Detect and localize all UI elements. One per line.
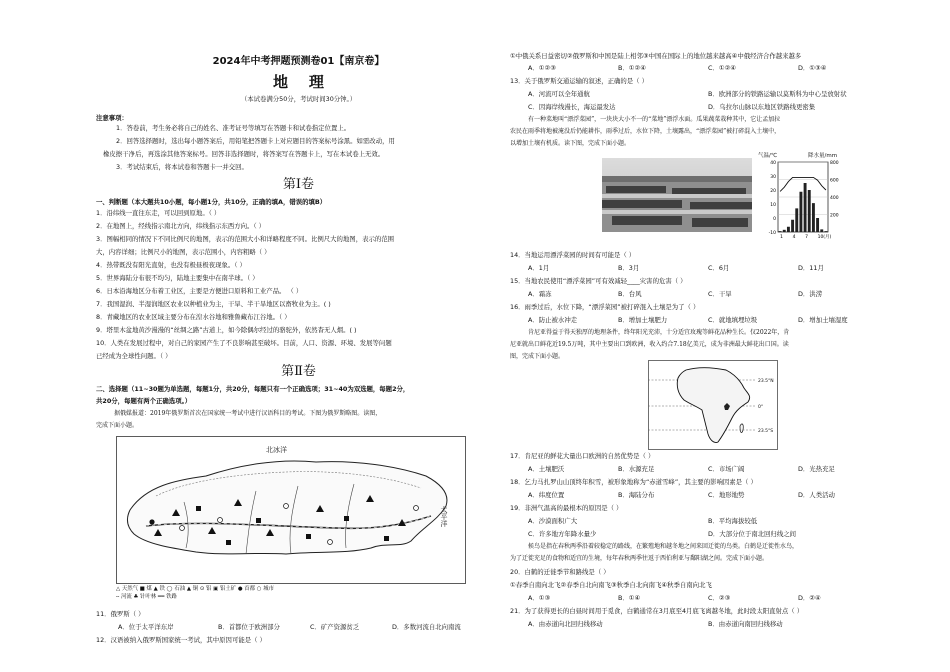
judge-question: 4．热带既没有阳光直射，也没有极昼极夜现象。（ ） bbox=[96, 261, 246, 269]
africa-map bbox=[648, 360, 778, 450]
option-b[interactable]: B．①②④ bbox=[618, 64, 646, 72]
option-a[interactable]: A．土壤肥沃 bbox=[528, 465, 565, 473]
month-tick-label: 1 bbox=[780, 235, 783, 240]
precip-tick-label: 600 bbox=[830, 178, 839, 184]
option-c[interactable]: C．②③ bbox=[708, 594, 731, 602]
option-a[interactable]: A．河流可以全年通航 bbox=[528, 90, 590, 98]
option-d[interactable]: D．①③④ bbox=[798, 64, 827, 72]
latitude-label: 23.5°N bbox=[758, 379, 774, 384]
precip-bar-month-8 bbox=[808, 190, 811, 232]
precip-tick-label: 800 bbox=[830, 161, 839, 166]
precip-bar-month-2 bbox=[783, 230, 786, 232]
russia-intro: 完成下面小题。 bbox=[96, 422, 139, 429]
option-b[interactable]: B．台风 bbox=[618, 290, 642, 298]
note-line: 橡皮擦干净后，再选涂其他答案标号。回答非选择题时，将答案写在答题卡上，写在本试卷上无效。 bbox=[103, 150, 385, 158]
option-c[interactable]: C．因海岸线漫长，海运最发达 bbox=[528, 103, 616, 111]
question-20-items: ①春季自南向北飞②春季自北向南飞③秋季自北向南飞④秋季自南向北飞 bbox=[510, 581, 712, 589]
question-20: 20．白鹤的迁徙季节和路线是（ ） bbox=[510, 568, 610, 576]
judge-question: 3．图幅相同的情况下不同比例尺的地图，表示的范围大小和详略程度不同。比例尺大的地图，表示的范围 bbox=[96, 235, 395, 243]
left-column bbox=[96, 0, 501, 672]
question-21: 21．为了获得更长的白昼时间用于觅食，白鹤通常在3月底至4月底飞离越冬地，此时段太阳直射点（ ） bbox=[510, 607, 804, 615]
precip-tick-label: 400 bbox=[830, 196, 839, 201]
option-b[interactable]: B．首都位于欧洲部分 bbox=[218, 623, 280, 631]
option-d[interactable]: D．增加土壤湿度 bbox=[798, 316, 848, 324]
question-14: 14．当地运用漂浮菜园的时间有可能是（ ） bbox=[510, 251, 636, 259]
month-tick-label: 7 bbox=[805, 235, 808, 240]
map-legend: ╌ 河流 ♣ 针叶林 ━━ 铁路 bbox=[116, 594, 177, 600]
option-d[interactable]: D．②④ bbox=[798, 594, 821, 602]
option-b[interactable]: B．水源充足 bbox=[618, 465, 655, 473]
temp-tick-label: 40 bbox=[770, 161, 776, 166]
option-b[interactable]: B．3月 bbox=[618, 264, 640, 272]
option-c[interactable]: C．①②④ bbox=[708, 64, 737, 72]
section2-heading: 共20分，每题有两个正确选项。） bbox=[96, 397, 192, 405]
option-d[interactable]: D．乌拉尔山脉以东地区铁路线更密集 bbox=[708, 103, 816, 111]
precip-bar-month-12 bbox=[824, 231, 827, 232]
part1-title: 第Ⅰ卷 bbox=[282, 177, 315, 192]
temp-axis-label: 气温/℃ bbox=[758, 153, 778, 159]
option-a[interactable]: A．①②③ bbox=[528, 64, 556, 72]
part2-title: 第Ⅱ卷 bbox=[281, 364, 316, 379]
precip-bar-month-4 bbox=[791, 220, 794, 232]
judge-question: 10．人类在发展过程中，对自己的家园产生了不良影响甚至破坏。目前，人口、资源、环境、发展等问题 bbox=[96, 339, 392, 347]
option-c[interactable]: C．地形地势 bbox=[708, 491, 745, 499]
precip-bar-month-1 bbox=[779, 231, 782, 232]
option-c[interactable]: C．市场广阔 bbox=[708, 465, 745, 473]
option-c[interactable]: C．就地填埋垃圾 bbox=[708, 316, 758, 324]
option-c[interactable]: C．许多地方年降水量少 bbox=[528, 530, 597, 538]
section1-heading: 一、判断题（本大题共10小题，每小题1分，共10分，正确的填A，错误的填B） bbox=[96, 198, 327, 206]
judge-question: 8．青藏地区的农业区域主要分布在湟水谷地和雅鲁藏布江谷地。（ ） bbox=[96, 313, 291, 321]
option-c[interactable]: C．干旱 bbox=[708, 290, 732, 298]
month-tick-label: 10(月) bbox=[817, 235, 832, 240]
subject-title: 地 理 bbox=[273, 73, 324, 91]
temp-tick-label: 0 bbox=[773, 217, 776, 222]
latitude-label: 23.5°S bbox=[758, 429, 774, 434]
month-tick-label: 4 bbox=[792, 235, 796, 240]
russia-intro: 据俄媒报道：2019年俄罗斯首次在国家统一考试中进行汉语科目的考试。下图为俄罗斯略图。读图， bbox=[114, 410, 382, 417]
precip-bar-month-6 bbox=[799, 192, 802, 232]
floating-garden-intro: 农民在雨季将地被淹没后仍能耕作，雨季过后，水位下降，土壤露出，“漂浮菜园”被打碎混入土壤中， bbox=[510, 128, 781, 135]
precip-axis-label: 降水量/mm bbox=[808, 153, 838, 159]
judge-question: 1．沿纬线一直往东走，可以回到原地。（ ） bbox=[96, 209, 221, 217]
judge-question: 9．塔里木盆地黄沙漫漫的“丝绸之路”古道上，如今除偶尔经过的骆驼外，依然杳无人烟。( ) bbox=[96, 326, 357, 334]
question-11: 11．俄罗斯（ ） bbox=[96, 610, 145, 618]
option-b[interactable]: B．欧洲部分的铁路运输以莫斯科为中心呈放射状 bbox=[708, 90, 847, 98]
crane-intro: 为了迁徙充足的食物和适宜的生境，每年春秋两季往返于西伯利亚与鄱阳湖之间。完成下面小题。 bbox=[510, 555, 769, 562]
option-d[interactable]: D．人类活动 bbox=[798, 491, 835, 499]
option-c[interactable]: C．矿产资源贫乏 bbox=[310, 623, 360, 631]
option-a[interactable]: A．位于太平洋东岸 bbox=[118, 623, 174, 631]
temp-tick-label: 20 bbox=[770, 189, 776, 194]
precip-bar-month-7 bbox=[804, 183, 807, 232]
temp-tick-label: -10 bbox=[768, 231, 776, 236]
question-16: 16．雨季过后，水位下降，“漂浮菜园”被打碎混入土壤是为了（ ） bbox=[510, 303, 700, 311]
option-b[interactable]: B．平均海拔较低 bbox=[708, 517, 758, 525]
floating-garden-intro: 以增加土壤有机质。读下图，完成下面小题。 bbox=[510, 140, 631, 147]
floating-garden-photo bbox=[602, 158, 752, 232]
option-d[interactable]: D．大部分位于南北回归线之间 bbox=[708, 530, 796, 538]
floating-garden-intro: 有一种菜地叫“漂浮菜园”，一块块大小不一的“菜地”漂浮水面。瓜果蔬菜栽种其中，它让孟加拉 bbox=[528, 116, 781, 123]
option-b[interactable]: B．由赤道向南回归线移动 bbox=[708, 620, 783, 628]
crane-intro: 候鸟是指在春秋两季沿着较稳定的路线，在繁殖地和越冬地之间来回迁徙的鸟类。白鹤是迁徙性水鸟， bbox=[528, 543, 799, 550]
judge-question: 6．日本沿海地区分布着工业区，主要是方便进口原料和工业产品。 （ ） bbox=[96, 287, 303, 295]
option-b[interactable]: B．增加土壤肥力 bbox=[618, 316, 668, 324]
note-line: 1．答卷前，考生务必将自己的姓名、准考证号等填写在答题卡和试卷指定位置上。 bbox=[116, 124, 351, 132]
judge-question: 2．在地图上，经线指示南北方向，纬线指示东西方向。（ ） bbox=[96, 222, 266, 230]
precip-bar-month-10 bbox=[816, 218, 819, 232]
right-column bbox=[510, 0, 915, 672]
notes-heading: 注意事项： bbox=[96, 114, 128, 122]
question-19: 19．非洲气温高的最根本的原因是（ ） bbox=[510, 504, 623, 512]
kenya-intro: 肯尼亚得益于得天独厚的地理条件，终年阳光充沛，十分适宜玫瑰等鲜花品种生长。仅2022年，肯 bbox=[528, 329, 790, 336]
judge-question: 已经成为全球性问题。（ ） bbox=[96, 352, 172, 360]
note-line: 2．回答选择题时，选出每小题答案后，用铅笔把答题卡上对应题目的答案标号涂黑。如需改动，用 bbox=[116, 137, 395, 145]
precip-tick-label: 200 bbox=[830, 213, 839, 219]
option-d[interactable]: D．11月 bbox=[798, 264, 824, 272]
option-d[interactable]: D．光热充足 bbox=[798, 465, 835, 473]
temp-tick-label: 30 bbox=[770, 175, 776, 180]
question-15: 15．当地农民使用“漂浮菜园”可有效减轻____灾害的危害（ ） bbox=[510, 277, 687, 285]
option-a[interactable]: A．①③ bbox=[528, 594, 551, 602]
option-d[interactable]: D．洪涝 bbox=[798, 290, 823, 298]
russia-map bbox=[116, 436, 466, 584]
section2-heading: 二、选择题（11~30题为单选题，每题1分，共20分，每题只有一个正确选项；31~40为双选题，每题2分， bbox=[96, 385, 410, 393]
option-a[interactable]: A．1月 bbox=[528, 264, 550, 272]
option-a[interactable]: A．防止被水冲走 bbox=[528, 316, 578, 324]
precip-bar-month-5 bbox=[795, 208, 798, 232]
exam-subtitle: （本试卷满分50分，考试时间30分钟。） bbox=[240, 95, 357, 103]
latitude-label: 0° bbox=[758, 405, 764, 410]
precip-bar-month-11 bbox=[820, 229, 823, 232]
option-c[interactable]: C．6月 bbox=[708, 264, 730, 272]
option-a[interactable]: A．霜冻 bbox=[528, 290, 552, 298]
kenya-intro: 图，完成下面小题。 bbox=[510, 353, 565, 360]
option-b[interactable]: B．海陆分布 bbox=[618, 491, 655, 499]
exam-title: 2024年中考押题预测卷01【南京卷】 bbox=[212, 56, 385, 67]
arctic-ocean-label: 北冰洋 bbox=[266, 446, 287, 454]
question-18: 18．乞力马扎罗山山顶终年积雪，被形象地称为“赤道雪峰”，其主要的影响因素是（ ） bbox=[510, 478, 757, 486]
option-b[interactable]: B．①④ bbox=[618, 594, 641, 602]
option-a[interactable]: A．纬度位置 bbox=[528, 491, 565, 499]
question-13: 13．关于俄罗斯交通运输的叙述，正确的是（ ） bbox=[510, 77, 648, 85]
judge-question: 7．我国湿润、半湿润地区农业以种植业为主，干旱、半干旱地区以畜牧业为主。( ) bbox=[96, 300, 331, 308]
option-a[interactable]: A．由赤道向北回归线移动 bbox=[528, 620, 603, 628]
option-a[interactable]: A．沙漠面积广大 bbox=[528, 517, 578, 525]
climate-chart bbox=[758, 150, 850, 242]
judge-question: 5．世界海陆分布很不均匀，陆地主要集中在南半球。（ ） bbox=[96, 274, 259, 282]
precip-bar-month-3 bbox=[787, 227, 790, 232]
kenya-intro: 尼亚就出口鲜花近19.5万吨，其中主要出口到欧洲，收入约合7.18亿美元，成为非洲最大鲜花出口国。读 bbox=[510, 341, 789, 348]
judge-question: 大，内容详细；比例尺小的地图，表示范围小，内容粗略（ ） bbox=[96, 248, 271, 256]
temp-tick-label: 10 bbox=[770, 203, 776, 208]
map-legend: △ 天然气 ■ 煤 ▲ 铁 ◯ 石油 ▲ 铜 ⊙ 铝 ▣ 铝土矿 ● 首都 ○ 城市 bbox=[116, 586, 274, 592]
question-12: 12．汉语被纳入俄罗斯国家统一考试，其中原因可能是（ ） bbox=[96, 636, 266, 644]
question-17: 17．肯尼亚的鲜花大量出口欧洲的自然优势是（ ） bbox=[510, 452, 655, 460]
pacific-ocean-label: 太平洋 bbox=[440, 506, 448, 527]
option-d[interactable]: D．多数河流自北向南流 bbox=[392, 623, 461, 631]
note-line: 3．考试结束后，将本试卷和答题卡一并交回。 bbox=[116, 163, 248, 171]
precip-bar-month-9 bbox=[812, 203, 815, 232]
question-12-items: ①中俄关系日益密切②俄罗斯和中国是陆上相邻③中国在国际上的地位越来越高④中俄经济合作越来越多 bbox=[510, 52, 802, 60]
